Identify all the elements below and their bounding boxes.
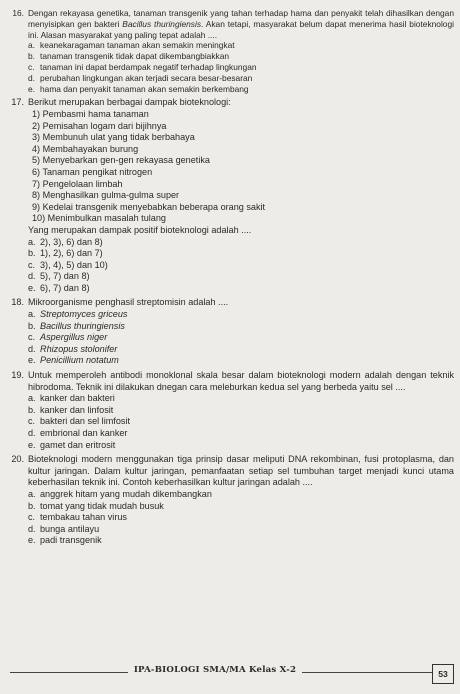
- option-d[interactable]: d. 5), 7) dan 8): [28, 271, 90, 282]
- question-number: 16.: [12, 8, 24, 18]
- impact-list: [28, 109, 454, 225]
- option-a[interactable]: a. 2), 3), 6) dan 8): [28, 236, 103, 247]
- option-e[interactable]: e. hama dan penyakit tanaman akan semakin berkembang: [28, 83, 249, 94]
- option-b[interactable]: b. tomat yang tidak mudah busuk: [28, 500, 164, 511]
- option-list: [28, 489, 454, 547]
- option-e[interactable]: e. 6), 7) dan 8): [28, 282, 90, 293]
- impact-item: 3) Membunuh ulat yang tidak berbahaya: [32, 132, 195, 143]
- option-b[interactable]: b. tanaman transgenik tidak dapat dikembangbiakkan: [28, 51, 230, 62]
- option-d[interactable]: d. perubahan lingkungan akan terjadi secara besar-besaran: [28, 72, 253, 83]
- impact-item: 2) Pemisahan logam dari bijihnya: [32, 120, 167, 131]
- option-c[interactable]: c. bakteri dan sel limfosit: [28, 416, 130, 427]
- question-16: [6, 8, 454, 94]
- option-list: [28, 237, 454, 295]
- impact-item: 10) Menimbulkan masalah tulang: [32, 213, 166, 224]
- option-c[interactable]: c. tanaman ini dapat berdampak negatif terhadap lingkungan: [28, 61, 257, 72]
- question-number: 20.: [11, 454, 24, 465]
- option-c[interactable]: c. 3), 4), 5) dan 10): [28, 259, 108, 270]
- question-19: [6, 370, 454, 451]
- impact-item: 7) Pengelolaan limbah: [32, 178, 123, 189]
- species-name: Bacillus thuringiensis: [122, 18, 202, 29]
- impact-item: 5) Menyebarkan gen-gen rekayasa genetika: [32, 155, 210, 166]
- option-b[interactable]: b. 1), 2), 6) dan 7): [28, 248, 103, 259]
- impact-item: 8) Menghasilkan gulma-gulma super: [32, 190, 180, 201]
- footer-title: IPA-BIOLOGI SMA/MA Kelas X-2: [0, 665, 430, 675]
- question-stem: Berikut merupakan berbagai dampak bioteknologi:: [28, 97, 231, 108]
- option-list: [28, 309, 454, 367]
- question-stem: Untuk memperoleh antibodi monoklonal skala besar dalam bioteknologi modern adalah dengan teknik hibrodoma. Teknik ini dilakukan dnegan cara meleburkan kedua sel yang berbeda yaitu sel ....: [28, 370, 454, 392]
- question-17: [6, 97, 454, 294]
- question-number: 17.: [11, 97, 24, 108]
- option-e[interactable]: e. Penicillium notatum: [28, 355, 119, 366]
- question-stem-followup: Yang merupakan dampak positif bioteknologi adalah ....: [28, 224, 252, 235]
- option-b[interactable]: b. kanker dan linfosit: [28, 404, 114, 415]
- question-number: 18.: [11, 297, 24, 308]
- impact-item: 4) Membahayakan burung: [32, 143, 139, 154]
- option-list: [28, 393, 454, 451]
- question-stem: Bioteknologi modern menggunakan tiga prinsip dasar meliputi DNA rekombinan, fusi protoplasma, dan kultur jaringan. Dalam kultur jaringan, pemanfaatan setiap sel tumbuhan target menjadi kunci utama keberhasilan teknik ini. Contoh keberhasilkan kultur jaringan adalah ....: [28, 454, 454, 488]
- question-list: [6, 8, 454, 550]
- impact-item: 6) Tanaman pengikat nitrogen: [32, 166, 153, 177]
- option-a[interactable]: a. kanker dan bakteri: [28, 393, 115, 404]
- option-d[interactable]: d. bunga antilayu: [28, 523, 100, 534]
- page-number: 53: [432, 664, 454, 684]
- question-stem: Mikroorganisme penghasil streptomisin adalah ....: [28, 297, 229, 308]
- question-stem-text: Dengan rekayasa genetika, tanaman transgenik yang tahan terhadap hama dan penyakit telah dihasilkan dengan menyisipkan gen bakteri Bacillus thuringiensis. Akan tetapi, masyarakat belum dapat menerima hasil bioteknologi ini. Alasan masyarakat yang paling tepat adalah ....: [28, 8, 454, 40]
- option-d[interactable]: d. Rhizopus stolonifer: [28, 343, 118, 354]
- option-c[interactable]: c. Aspergillus niger: [28, 332, 108, 343]
- option-a[interactable]: a. keanekaragaman tanaman akan semakin meningkat: [28, 40, 235, 51]
- option-a[interactable]: a. anggrek hitam yang mudah dikembangkan: [28, 488, 212, 499]
- option-e[interactable]: e. padi transgenik: [28, 535, 102, 546]
- impact-item: 1) Pembasmi hama tanaman: [32, 108, 149, 119]
- page-footer: [0, 662, 460, 688]
- impact-item: 9) Kedelai transgenik menyebabkan beberapa orang sakit: [32, 201, 266, 212]
- option-e[interactable]: e. gamet dan eritrosit: [28, 439, 116, 450]
- option-c[interactable]: c. tembakau tahan virus: [28, 512, 127, 523]
- option-b[interactable]: b. Bacillus thuringiensis: [28, 320, 125, 331]
- question-stem: [28, 8, 454, 40]
- option-d[interactable]: d. embrional dan kanker: [28, 428, 128, 438]
- question-18: [6, 297, 454, 367]
- question-20: [6, 454, 454, 547]
- option-a[interactable]: a. Streptomyces griceus: [28, 309, 128, 320]
- question-number: 19.: [11, 370, 24, 381]
- option-list: [28, 40, 454, 94]
